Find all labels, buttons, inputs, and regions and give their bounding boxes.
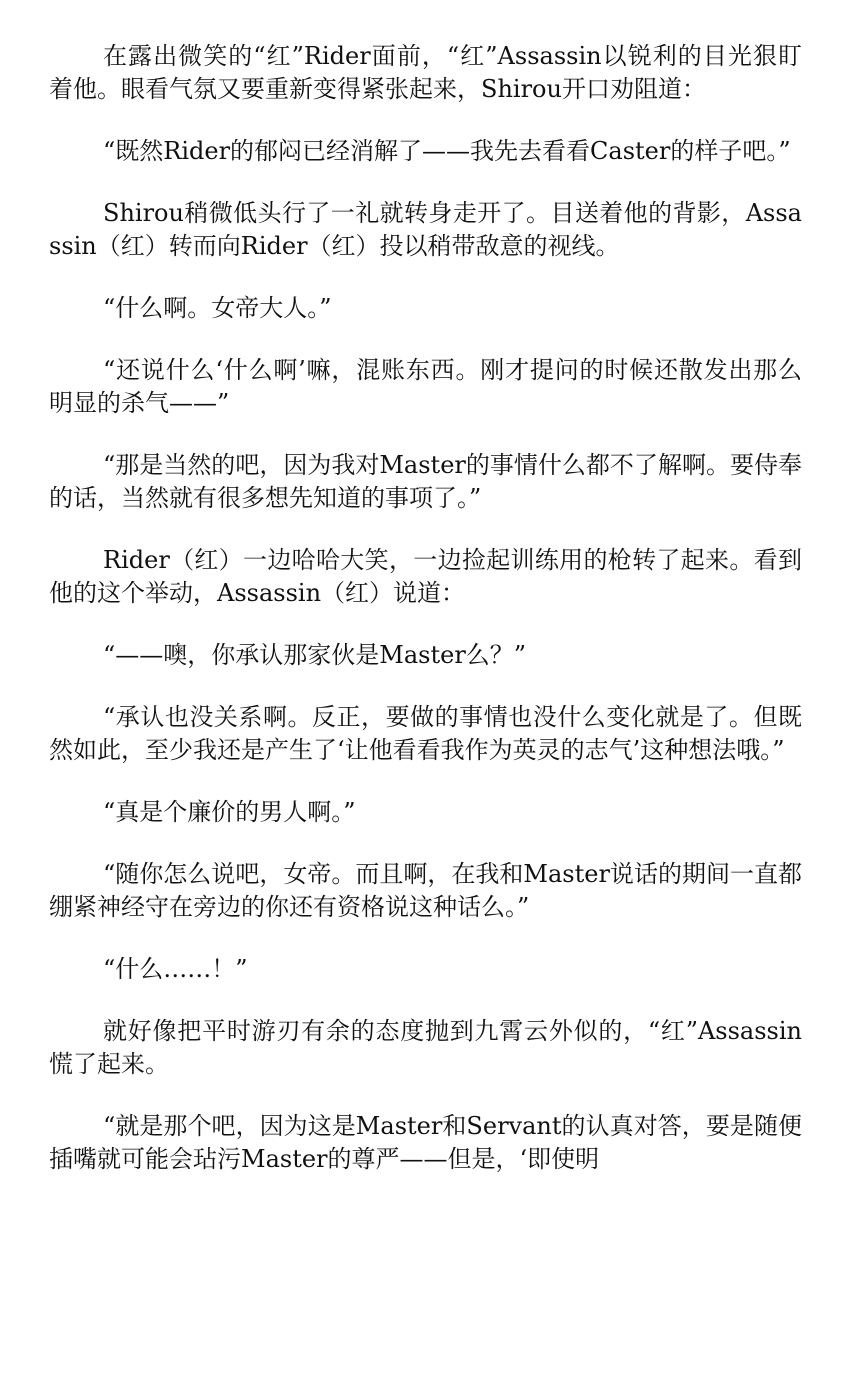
paragraph: “承认也没关系啊。反正，要做的事情也没什么变化就是了。但既然如此，至少我还是产生了‘让他看看我作为英灵的志气’这种想法哦。” (49, 703, 802, 764)
paragraph: “什么啊。女帝大人。” (103, 294, 332, 322)
paragraph: Shirou稍微低头行了一礼就转身走开了。目送着他的背影，Assassin（红）转而向Rider（红）投以稍带敌意的视线。 (49, 199, 802, 260)
paragraph: “那是当然的吧，因为我对Master的事情什么都不了解啊。要侍奉的话，当然就有很多想先知道的事项了。” (49, 451, 802, 512)
paragraph: “随你怎么说吧，女帝。而且啊，在我和Master说话的期间一直都绷紧神经守在旁边的你还有资格说这种话么。” (49, 860, 802, 921)
document-page (49, 40, 802, 1205)
paragraph: “就是那个吧，因为这是Master和Servant的认真对答，要是随便插嘴就可能会玷污Master的尊严——但是，‘即使明 (49, 1112, 802, 1173)
paragraph: 就好像把平时游刃有余的态度抛到九霄云外似的，“红”Assassin慌了起来。 (49, 1017, 802, 1078)
paragraph: Rider（红）一边哈哈大笑，一边捡起训练用的枪转了起来。看到他的这个举动，Assassin（红）说道： (49, 546, 802, 607)
paragraph: “——噢，你承认那家伙是Master么？” (103, 641, 527, 669)
paragraph: “既然Rider的郁闷已经消解了——我先去看看Caster的样子吧。” (103, 137, 791, 165)
paragraph: “什么……！” (103, 955, 248, 983)
paragraph: “真是个廉价的男人啊。” (103, 798, 356, 826)
paragraph: “还说什么‘什么啊’嘛，混账东西。刚才提问的时候还散发出那么明显的杀气——” (49, 356, 802, 417)
paragraph: 在露出微笑的“红”Rider面前，“红”Assassin以锐利的目光狠盯着他。眼看气氛又要重新变得紧张起来，Shirou开口劝阻道： (49, 42, 802, 103)
